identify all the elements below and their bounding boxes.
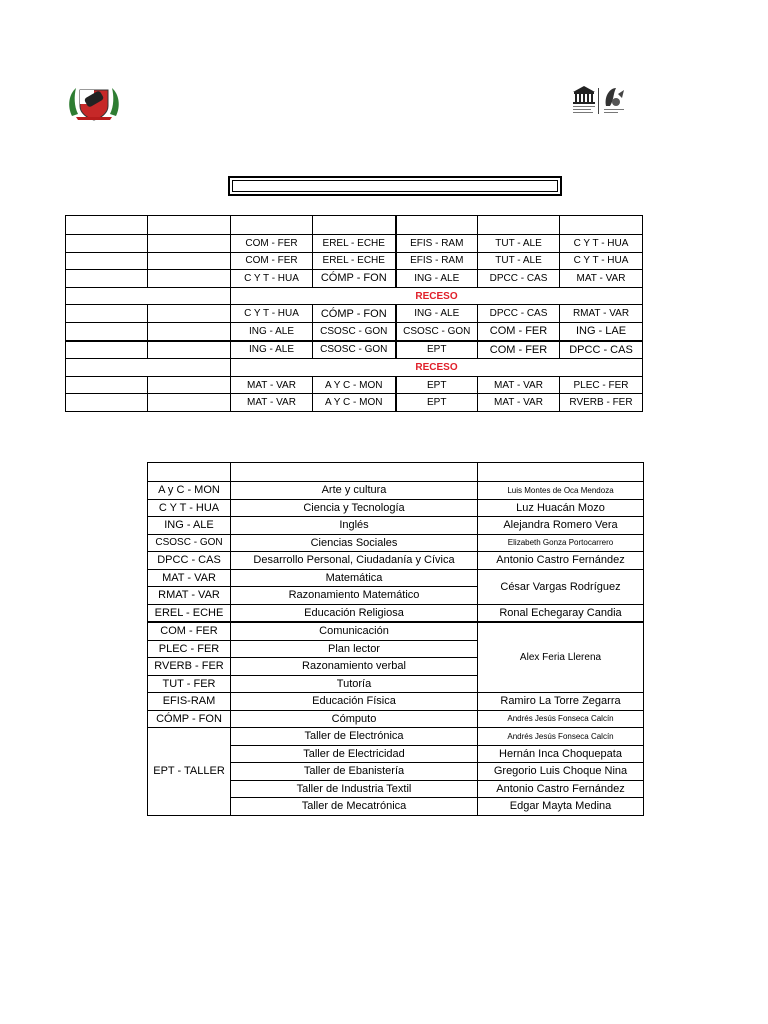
schedule-hour-cell <box>66 270 148 288</box>
course-name: Tutoría <box>231 675 478 693</box>
course-name: Educación Religiosa <box>231 604 478 622</box>
schedule-cell: MAT - VAR <box>231 376 313 394</box>
course-name: Inglés <box>231 517 478 535</box>
schedule-header-cell <box>66 216 148 235</box>
schedule-cell: MAT - VAR <box>478 394 560 412</box>
schedule-cell: DPCC - CAS <box>478 305 560 323</box>
course-name: Matemática <box>231 569 478 587</box>
course-code: MAT - VAR <box>148 569 231 587</box>
legend-row <box>148 622 644 640</box>
schedule-time-cell <box>148 305 231 323</box>
schedule-time-cell <box>148 394 231 412</box>
teacher-name: Ramiro La Torre Zegarra <box>478 693 644 711</box>
course-code: ING - ALE <box>148 517 231 535</box>
course-name: Razonamiento Matemático <box>231 587 478 605</box>
schedule-cell: MAT - VAR <box>478 376 560 394</box>
schedule-cell: EFIS - RAM <box>396 252 478 270</box>
schedule-hour-cell <box>66 235 148 253</box>
legend-row <box>148 517 644 535</box>
schedule-cell: COM - FER <box>231 235 313 253</box>
schedule-cell: MAT - VAR <box>231 394 313 412</box>
teacher-name: Ronal Echegaray Candia <box>478 604 644 622</box>
schedule-cell: CSOSC - GON <box>313 341 396 359</box>
course-code: CÓMP - FON <box>148 710 231 728</box>
course-code: A y C - MON <box>148 482 231 500</box>
legend-row <box>148 710 644 728</box>
course-code: TUT - FER <box>148 675 231 693</box>
schedule-cell: EREL - ECHE <box>313 252 396 270</box>
course-name: Taller de Electricidad <box>231 745 478 763</box>
schedule-time-cell <box>148 322 231 340</box>
schedule-cell: RMAT - VAR <box>560 305 643 323</box>
teacher-name: Luz Huacán Mozo <box>478 499 644 517</box>
course-name: Plan lector <box>231 640 478 658</box>
schedule-hour-cell <box>66 341 148 359</box>
schedule-cell: TUT - ALE <box>478 235 560 253</box>
schedule-cell: EPT <box>396 376 478 394</box>
schedule-cell: C Y T - HUA <box>560 235 643 253</box>
schedule-hour-cell <box>66 376 148 394</box>
schedule-cell: A Y C - MON <box>313 394 396 412</box>
schedule-cell: ING - ALE <box>231 322 313 340</box>
schedule-cell: DPCC - CAS <box>478 270 560 288</box>
schedule-row <box>66 252 643 270</box>
course-code: EFIS-RAM <box>148 693 231 711</box>
course-name: Comunicación <box>231 622 478 640</box>
schedule-cell: CSOSC - GON <box>313 322 396 340</box>
recess-left-cell <box>66 287 231 305</box>
legend-header-cell <box>478 463 644 482</box>
schedule-cell: COM - FER <box>231 252 313 270</box>
schedule-time-cell <box>148 252 231 270</box>
legend-row <box>148 552 644 570</box>
schedule-row <box>66 235 643 253</box>
legend-row <box>148 534 644 552</box>
schedule-time-cell <box>148 341 231 359</box>
legend-header-cell <box>148 463 231 482</box>
teacher-name: Andrés Jesús Fonseca Calcín <box>478 710 644 728</box>
schedule-header-cell <box>396 216 478 235</box>
peru-coat-of-arms-icon <box>66 82 122 122</box>
course-name: Ciencia y Tecnología <box>231 499 478 517</box>
legend-row <box>148 569 644 587</box>
course-name: Cómputo <box>231 710 478 728</box>
legend-row <box>148 728 644 746</box>
schedule-header-cell <box>231 216 313 235</box>
schedule-cell: MAT - VAR <box>560 270 643 288</box>
course-code: RMAT - VAR <box>148 587 231 605</box>
schedule-row <box>66 270 643 288</box>
course-name: Ciencias Sociales <box>231 534 478 552</box>
schedule-cell: COM - FER <box>478 322 560 340</box>
course-code: CSOSC - GON <box>148 534 231 552</box>
schedule-cell: CÓMP - FON <box>313 305 396 323</box>
schedule-cell: EFIS - RAM <box>396 235 478 253</box>
legend-header-cell <box>231 463 478 482</box>
course-name: Taller de Electrónica <box>231 728 478 746</box>
schedule-cell: CÓMP - FON <box>313 270 396 288</box>
course-name: Taller de Mecatrónica <box>231 798 478 816</box>
schedule-cell: ING - LAE <box>560 322 643 340</box>
schedule-cell: ING - ALE <box>396 270 478 288</box>
schedule-cell: A Y C - MON <box>313 376 396 394</box>
schedule-header-cell <box>560 216 643 235</box>
teacher-name: Antonio Castro Fernández <box>478 552 644 570</box>
teacher-name: Alejandra Romero Vera <box>478 517 644 535</box>
course-code: C Y T - HUA <box>148 499 231 517</box>
course-name: Razonamiento verbal <box>231 658 478 676</box>
course-name: Taller de Industria Textil <box>231 780 478 798</box>
course-code: DPCC - CAS <box>148 552 231 570</box>
schedule-row <box>66 394 643 412</box>
schedule-cell: ING - ALE <box>396 305 478 323</box>
schedule-header-cell <box>148 216 231 235</box>
schedule-cell: PLEC - FER <box>560 376 643 394</box>
schedule-time-cell <box>148 270 231 288</box>
schedule-hour-cell <box>66 322 148 340</box>
teacher-name: Gregorio Luis Choque Nina <box>478 763 644 781</box>
schedule-cell: CSOSC - GON <box>396 322 478 340</box>
schedule-cell: COM - FER <box>478 341 560 359</box>
teacher-name: Luis Montes de Oca Mendoza <box>478 482 644 500</box>
schedule-time-cell <box>148 376 231 394</box>
page-title <box>232 180 558 192</box>
schedule-cell: EPT <box>396 394 478 412</box>
schedule-row <box>66 305 643 323</box>
schedule-cell: ING - ALE <box>231 341 313 359</box>
legend-row <box>148 604 644 622</box>
teacher-name: Edgar Mayta Medina <box>478 798 644 816</box>
schedule-time-cell <box>148 235 231 253</box>
schedule-cell: RVERB - FER <box>560 394 643 412</box>
legend-header-row <box>148 463 644 482</box>
course-code: EREL - ECHE <box>148 604 231 622</box>
recess-label: RECESO <box>231 359 643 377</box>
legend-row <box>148 499 644 517</box>
schedule-row <box>66 322 643 340</box>
teacher-name: Alex Feria Llerena <box>478 622 644 693</box>
unesco-logo-icon <box>570 82 630 118</box>
teacher-name: Elizabeth Gonza Portocarrero <box>478 534 644 552</box>
course-code: RVERB - FER <box>148 658 231 676</box>
schedule-header-row <box>66 216 643 235</box>
schedule-header-cell <box>313 216 396 235</box>
course-code: COM - FER <box>148 622 231 640</box>
teacher-name: César Vargas Rodríguez <box>478 569 644 604</box>
schedule-hour-cell <box>66 305 148 323</box>
course-name: Educación Física <box>231 693 478 711</box>
course-name: Taller de Ebanistería <box>231 763 478 781</box>
schedule-cell: C Y T - HUA <box>231 270 313 288</box>
teacher-name: Andrés Jesús Fonseca Calcín <box>478 728 644 746</box>
schedule-cell: EPT <box>396 341 478 359</box>
title-box <box>228 176 562 196</box>
schedule-table <box>65 215 643 412</box>
schedule-row <box>66 376 643 394</box>
schedule-hour-cell <box>66 394 148 412</box>
teacher-name: Antonio Castro Fernández <box>478 780 644 798</box>
schedule-row <box>66 341 643 359</box>
schedule-cell: TUT - ALE <box>478 252 560 270</box>
legend-row <box>148 482 644 500</box>
schedule-cell: EREL - ECHE <box>313 235 396 253</box>
course-code: PLEC - FER <box>148 640 231 658</box>
recess-left-cell <box>66 359 231 377</box>
course-legend-table <box>147 462 644 816</box>
schedule-cell: C Y T - HUA <box>560 252 643 270</box>
schedule-cell: DPCC - CAS <box>560 341 643 359</box>
schedule-hour-cell <box>66 252 148 270</box>
legend-row <box>148 693 644 711</box>
course-name: Arte y cultura <box>231 482 478 500</box>
teacher-name: Hernán Inca Choquepata <box>478 745 644 763</box>
recess-label: RECESO <box>231 287 643 305</box>
course-name: Desarrollo Personal, Ciudadanía y Cívica <box>231 552 478 570</box>
recess-row <box>66 287 643 305</box>
course-code: EPT - TALLER <box>148 728 231 816</box>
recess-row <box>66 359 643 377</box>
schedule-header-cell <box>478 216 560 235</box>
schedule-cell: C Y T - HUA <box>231 305 313 323</box>
